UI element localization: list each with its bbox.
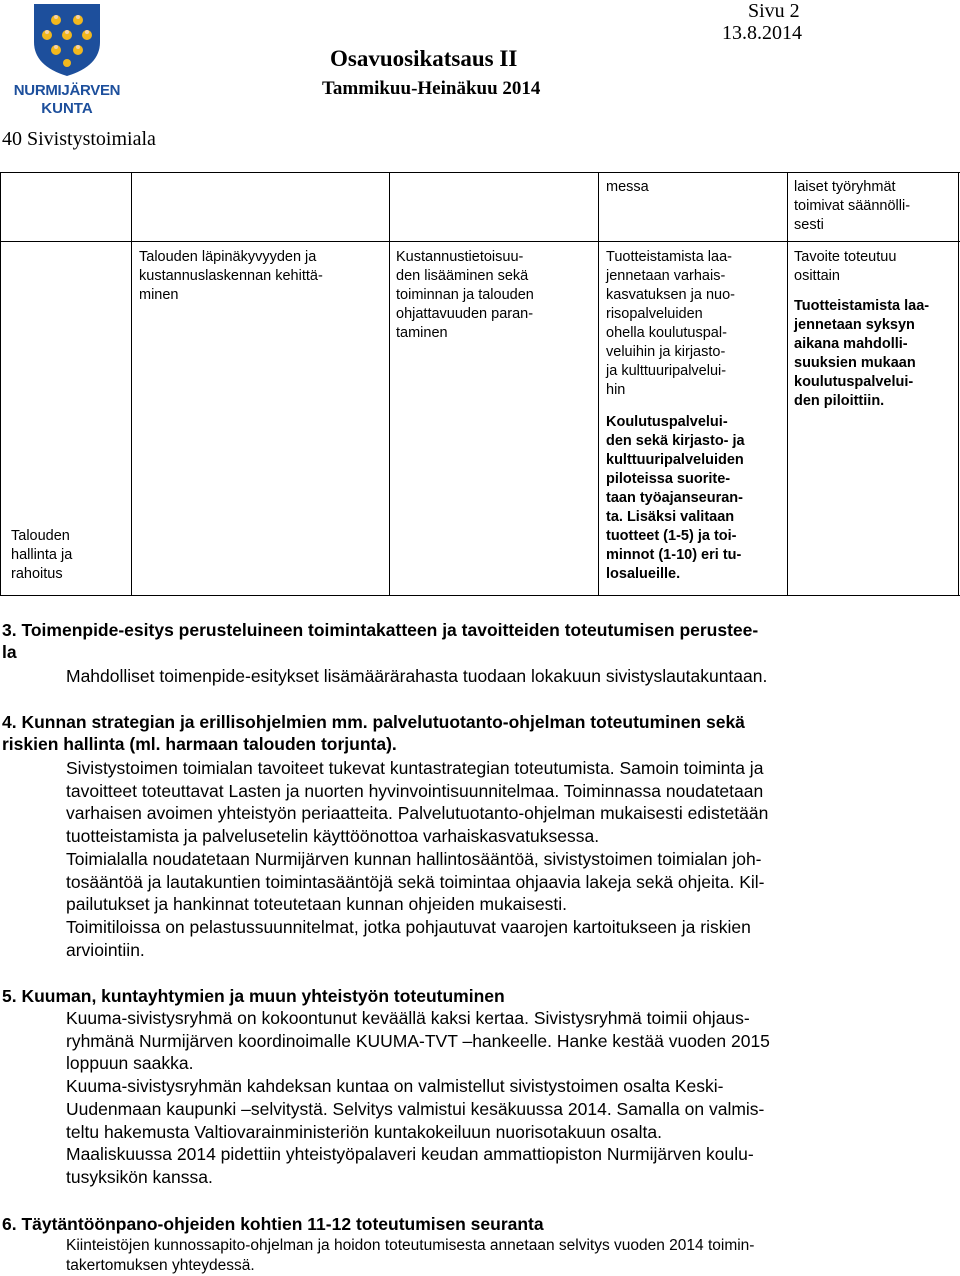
- logo-text-line1: NURMIJÄRVEN: [13, 82, 121, 99]
- table-cell-target: Kustannustietoisuu- den lisääminen sekä toiminnan ja talouden ohjattavuuden paran- taminen: [396, 249, 534, 341]
- table-border-top: [0, 172, 960, 173]
- municipality-logo: [8, 2, 126, 124]
- section-5-heading: 5. Kuuman, kuntayhtymien ja muun yhteistyön toteutuminen: [2, 986, 505, 1006]
- table-cell-category: Talouden hallinta ja rahoitus: [11, 528, 73, 582]
- document-subtitle: Tammikuu-Heinäkuu 2014: [322, 78, 541, 99]
- table-cell-status-update: Tuotteistamista laa- jennetaan syksyn aikana mahdolli- suuksien mukaan koulutuspalvelui- den piloittiin.: [794, 298, 930, 409]
- page-number: Sivu 2: [748, 0, 800, 22]
- table-cell-top-col5: laiset työryhmät toimivat säännölli- sesti: [794, 179, 911, 233]
- table-col-line: [389, 172, 390, 596]
- section-4-heading: 4. Kunnan strategian ja erillisohjelmien mm. palvelutuotanto-ohjelman toteutuminen sekä riskien hallinta (ml. harmaan talouden torjunta).: [2, 712, 745, 754]
- section-6-heading: 6. Täytäntöönpano-ohjeiden kohtien 11-12 toteutumisen seuranta: [2, 1214, 544, 1234]
- table-border-bottom: [0, 595, 960, 596]
- section-5-body: Kuuma-sivistysryhmä on kokoontunut keväällä kaksi kertaa. Sivistysryhmä toimii ohjaus- ryhmänä Nurmijärven koordinoimalle KUUMA-TVT –hankeelle. Hanke kestää vuoden 2015 loppuun saakka. Kuuma-sivistysryhmän kahdeksan kuntaa on valmistellut sivistystoimen osalta Keski- Uudenmaan kaupunki –selvitystä. Selvitys valmistui kesäkuussa 2014. Samalla on valmis- teltu hakemusta Valtiovarainministeriön kuntakokeiluun nuorisotakuun osalta. Maaliskuussa 2014 pidettiin yhteistyöpalaveri keudan ammattiopiston Nurmijärven koulu- tusyksikön kanssa.: [66, 1008, 770, 1187]
- section-4-body: Sivistystoimen toimialan tavoiteet tukevat kuntastrategian toteutumista. Samoin toiminta ja tavoitteet toteuttavat Lasten ja nuorten hyvinvointisuunnitelmaa. Toiminnassa noudatetaan varhaisen avoimen yhteistyön periaatteita. Palvelutuotanto-ohjelman mukaisesti edistetään tuotteistamista ja palvelusetelin käyttöönottoa varhaiskasvatuksessa. Toimialalla noudatetaan Nurmijärven kunnan hallintosääntöä, sivistystoimen toimialan joh- tosääntöä ja lautakuntien toimintasääntöjä sekä toimintaa ohjaavia lakeja sekä ohjeita. Kil- pailutukset ja hankinnat toteutetaan kunnan ohjeiden mukaisesti. Toimitiloissa on pelastussuunnitelmat, jotka pohjautuvat vaarojen kartoitukseen ja riskien arviointiin.: [66, 758, 769, 960]
- table-cell-status: Tavoite toteutuu osittain: [794, 249, 897, 284]
- table-cell-measures: Tuotteistamista laa- jennetaan varhais- kasvatuksen ja nuo- risopalveluiden ohella koulutuspal- veluihin ja kirjasto- ja kulttuuripalvelui- hin: [606, 249, 735, 398]
- section-3-body: Mahdolliset toimenpide-esitykset lisämäärärahasta tuodaan lokakuun sivistyslautakuntaan.: [66, 666, 768, 686]
- table-col-line: [787, 172, 788, 596]
- section-6-body: Kiinteistöjen kunnossapito-ohjelman ja hoidon toteutumisesta annetaan selvitys vuoden 2014 toimin- takertomuksen yhteydessä.: [66, 1237, 755, 1274]
- table-cell-measures-update: Koulutuspalvelui- den sekä kirjasto- ja kulttuuripalveluiden piloteissa suorite- taan työajanseuran- ta. Lisäksi valitaan tuotteet (1-5) ja toi- minnot (1-10) eri tu- losalueille.: [606, 414, 745, 582]
- table-cell-top-col4: messa: [606, 179, 649, 195]
- document-date: 13.8.2014: [722, 22, 802, 44]
- table-border-row: [0, 241, 960, 242]
- section-3-heading: 3. Toimenpide-esitys perusteluineen toimintakatteen ja tavoitteiden toteutumisen perustee- la: [2, 620, 759, 662]
- table-cell-goal: Talouden läpinäkyvyyden ja kustannuslaskennan kehittä- minen: [139, 249, 323, 303]
- table-col-line: [958, 172, 959, 596]
- department-label: 40 Sivistystoimiala: [2, 128, 156, 150]
- document-title: Osavuosikatsaus II: [330, 46, 518, 71]
- table-col-line: [131, 172, 132, 596]
- logo-text-line2: KUNTA: [41, 100, 93, 117]
- table-col-line: [0, 172, 1, 596]
- table-col-line: [598, 172, 599, 596]
